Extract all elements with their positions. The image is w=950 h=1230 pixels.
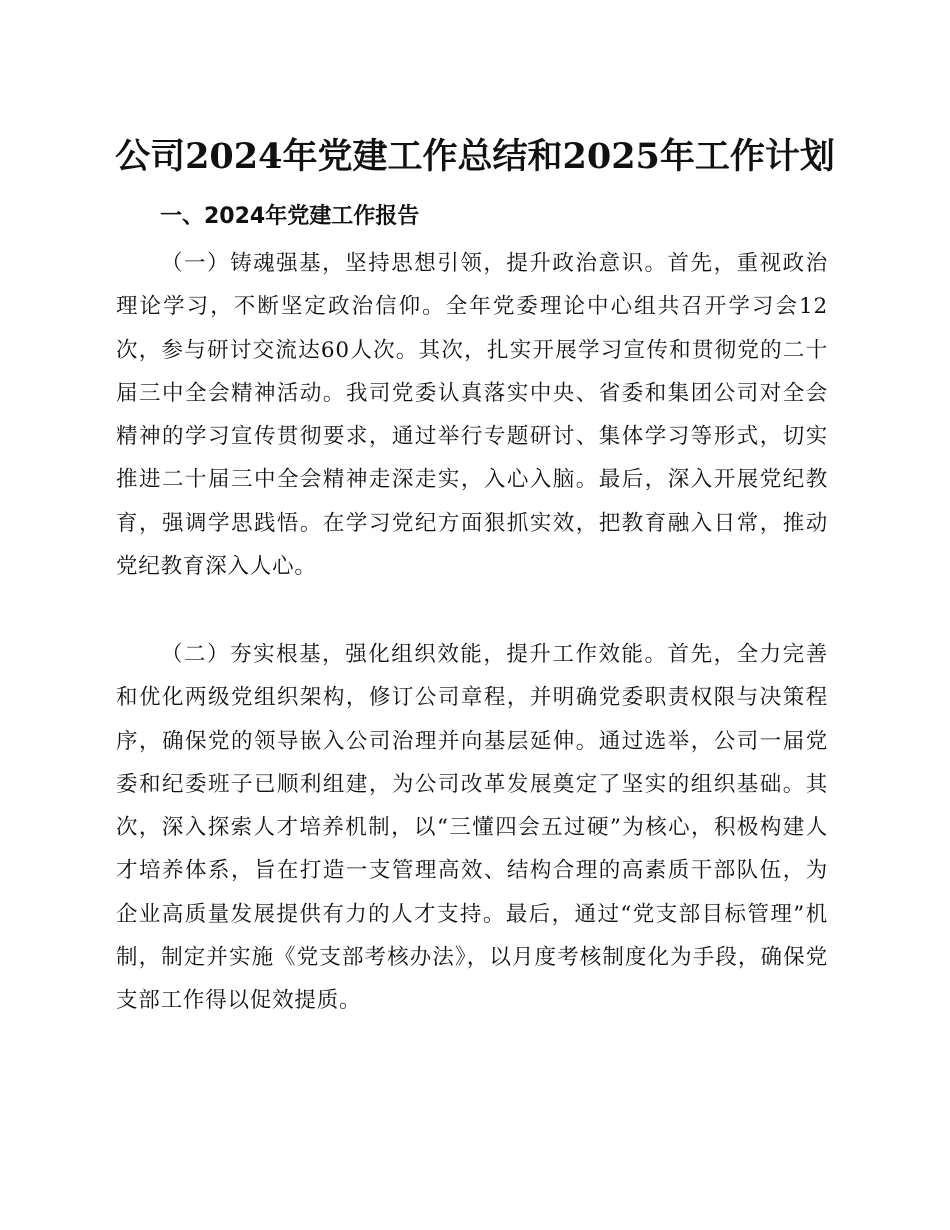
document-title: 公司2024年党建工作总结和2025年工作计划 (115, 136, 835, 177)
section-heading: 一、2024年党建工作报告 (160, 204, 420, 229)
paragraph-1: （一）铸魂强基，坚持思想引领，提升政治意识。首先，重视政治理论学习，不断坚定政治信仰。全年党委理论中心组共召开学习会12次，参与研讨交流达60人次。其次，扎实开展学习宣传和贯彻党的二十届三中全会精神活动。我司党委认真落实中央、省委和集团公司对全会精神的学习宣传贯彻要求，通过举行专题研讨、集体学习等形式，切实推进二十届三中全会精神走深走实，入心入脑。最后，深入开展党纪教育，强调学思践悟。在学习党纪方面狠抓实效，把教育融入日常，推动党纪教育深入人心。 (116, 251, 828, 580)
paragraph-2: （二）夯实根基，强化组织效能，提升工作效能。首先，全力完善和优化两级党组织架构，修订公司章程，并明确党委职责权限与决策程序，确保党的领导嵌入公司治理并向基层延伸。通过选举，公司一届党委和纪委班子已顺利组建，为公司改革发展奠定了坚实的组织基础。其次，深入探索人才培养机制，以“三懂四会五过硬”为核心，积极构建人才培养体系，旨在打造一支管理高效、结构合理的高素质干部队伍，为企业高质量发展提供有力的人才支持。最后，通过“党支部目标管理”机制，制定并实施《党支部考核办法》，以月度考核制度化为手段，确保党支部工作得以促效提质。 (116, 642, 828, 1014)
